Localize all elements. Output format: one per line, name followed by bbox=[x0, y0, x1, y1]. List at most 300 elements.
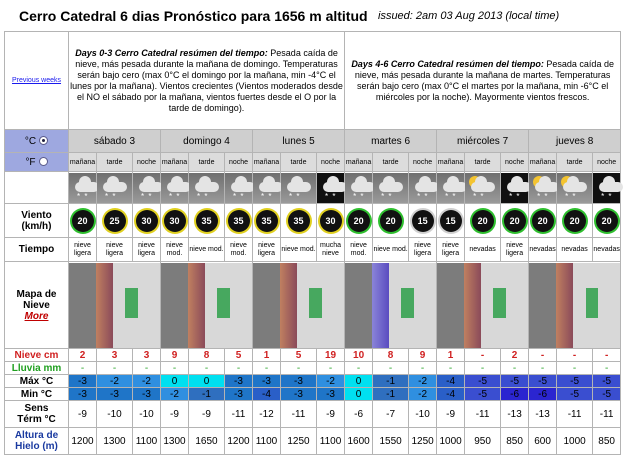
snow-cloud-icon bbox=[225, 173, 252, 203]
windchill-value: -13 bbox=[529, 401, 557, 428]
title-bar bbox=[0, 0, 620, 31]
min-temp: -5 bbox=[557, 388, 593, 401]
max-temp: -2 bbox=[317, 375, 345, 388]
windchill-label: Sens bbox=[24, 403, 49, 414]
summary-heading: Days 4-6 Cerro Catedral resúmen del tiempo: bbox=[351, 58, 544, 69]
wind-speed-icon: 35 bbox=[228, 210, 250, 232]
snowflake-icon: * * bbox=[381, 191, 393, 201]
snowflake-icon: * * bbox=[77, 191, 89, 201]
cloud-icon bbox=[563, 182, 587, 192]
wind-speed-icon: 20 bbox=[348, 210, 370, 232]
wind-speed-icon: 30 bbox=[136, 210, 158, 232]
max-temp: -5 bbox=[557, 375, 593, 388]
windchill-value: -12 bbox=[253, 401, 281, 428]
period-label: mañana bbox=[345, 153, 373, 172]
min-temp: -5 bbox=[593, 388, 621, 401]
snow-map-cell[interactable] bbox=[69, 262, 161, 349]
fahrenheit-toggle[interactable] bbox=[5, 153, 69, 172]
windchill-value: -13 bbox=[501, 401, 529, 428]
weather-text: nieve ligera bbox=[133, 238, 161, 262]
rain-row-label: Lluvia mm bbox=[5, 362, 69, 375]
max-temp: -3 bbox=[281, 375, 317, 388]
freezing-level-value: 1100 bbox=[253, 428, 281, 455]
windchill-value: -11 bbox=[557, 401, 593, 428]
freezing-level-value: 1200 bbox=[69, 428, 97, 455]
rain-amount: - bbox=[161, 362, 189, 375]
wind-cell bbox=[501, 204, 529, 238]
radio-selected-icon bbox=[39, 136, 48, 145]
snow-map-cell[interactable] bbox=[253, 262, 345, 349]
wind-speed-icon: 20 bbox=[72, 210, 94, 232]
windchill-value: -9 bbox=[317, 401, 345, 428]
wind-cell bbox=[317, 204, 345, 238]
snow-map-image bbox=[69, 263, 160, 348]
snow-amount: 2 bbox=[69, 349, 97, 362]
weather-icon-cell bbox=[317, 172, 345, 204]
snow-map-cell[interactable] bbox=[437, 262, 529, 349]
wind-row-label bbox=[5, 204, 69, 238]
max-temp: -5 bbox=[593, 375, 621, 388]
celsius-toggle[interactable] bbox=[5, 130, 69, 153]
period-label: mañana bbox=[161, 153, 189, 172]
max-temp: -2 bbox=[97, 375, 133, 388]
weather-icon-cell bbox=[593, 172, 621, 204]
snow-map-image bbox=[345, 263, 436, 348]
freezing-level-value: 1250 bbox=[281, 428, 317, 455]
sun-cloud-icon bbox=[557, 173, 592, 203]
day-header: sábado 3 bbox=[69, 130, 161, 153]
max-temp: 0 bbox=[189, 375, 225, 388]
min-temp: -4 bbox=[437, 388, 465, 401]
more-maps-link[interactable]: More bbox=[24, 310, 49, 322]
weather-row-label: Tiempo bbox=[5, 238, 69, 262]
forecast-table bbox=[4, 31, 621, 455]
period-label: tarde bbox=[373, 153, 409, 172]
max-temp-row-label: Máx °C bbox=[5, 375, 69, 388]
freezing-level-value: 600 bbox=[529, 428, 557, 455]
snow-amount: - bbox=[529, 349, 557, 362]
map-green-area bbox=[217, 288, 230, 318]
wind-cell bbox=[345, 204, 373, 238]
snowflake-icon: * * bbox=[197, 191, 209, 201]
snow-map-image bbox=[253, 263, 344, 348]
rain-amount: - bbox=[97, 362, 133, 375]
period-label: mañana bbox=[437, 153, 465, 172]
map-snow-band bbox=[188, 263, 204, 348]
wind-cell bbox=[281, 204, 317, 238]
max-temp: -3 bbox=[225, 375, 253, 388]
max-temp: -5 bbox=[529, 375, 557, 388]
rain-amount: - bbox=[501, 362, 529, 375]
snow-map-label-2: Nieve bbox=[23, 299, 50, 311]
cloud-icon bbox=[415, 182, 439, 192]
weather-text: nieve ligera bbox=[69, 238, 97, 262]
rain-amount: - bbox=[529, 362, 557, 375]
wind-cell bbox=[465, 204, 501, 238]
max-temp: -2 bbox=[133, 375, 161, 388]
weather-icon-cell bbox=[465, 172, 501, 204]
min-temp: -5 bbox=[465, 388, 501, 401]
snow-amount: 5 bbox=[281, 349, 317, 362]
weather-text: nieve mod. bbox=[345, 238, 373, 262]
period-label: tarde bbox=[281, 153, 317, 172]
snow-amount: 2 bbox=[501, 349, 529, 362]
issued-timestamp: issued: 2am 03 Aug 2013 (local time) bbox=[378, 10, 560, 22]
period-label: tarde bbox=[97, 153, 133, 172]
snow-amount: 3 bbox=[97, 349, 133, 362]
snowflake-icon: * * bbox=[141, 191, 153, 201]
period-label: mañana bbox=[253, 153, 281, 172]
snow-cloud-icon bbox=[373, 173, 408, 203]
min-temp: -3 bbox=[281, 388, 317, 401]
min-temp: -3 bbox=[225, 388, 253, 401]
snow-map-cell[interactable] bbox=[345, 262, 437, 349]
snow-cloud-icon bbox=[189, 173, 224, 203]
rain-amount: - bbox=[133, 362, 161, 375]
cloud-icon bbox=[351, 182, 375, 192]
snow-map-image bbox=[161, 263, 252, 348]
cloud-icon bbox=[139, 182, 163, 192]
freezing-level-value: 850 bbox=[501, 428, 529, 455]
weather-text: nieve mod. bbox=[225, 238, 253, 262]
period-label: noche bbox=[133, 153, 161, 172]
freezing-level-value: 1200 bbox=[225, 428, 253, 455]
snow-row-label: Nieve cm bbox=[5, 349, 69, 362]
wind-speed-icon: 30 bbox=[164, 210, 186, 232]
min-temp-row-label: Min °C bbox=[5, 388, 69, 401]
min-temp: -2 bbox=[161, 388, 189, 401]
wind-speed-icon: 35 bbox=[288, 210, 310, 232]
max-temp: -3 bbox=[253, 375, 281, 388]
wind-speed-icon: 35 bbox=[256, 210, 278, 232]
snow-cloud-icon bbox=[253, 173, 280, 203]
min-temp: -3 bbox=[133, 388, 161, 401]
freezing-level-value: 950 bbox=[465, 428, 501, 455]
snow-night-icon bbox=[317, 173, 344, 203]
snowflake-icon: * * bbox=[417, 191, 429, 201]
rain-amount: - bbox=[409, 362, 437, 375]
snowflake-icon: * * bbox=[325, 191, 337, 201]
freezing-level-label: Altura de bbox=[14, 430, 59, 441]
windchill-value: -11 bbox=[465, 401, 501, 428]
max-temp: -1 bbox=[373, 375, 409, 388]
wind-cell bbox=[189, 204, 225, 238]
wind-speed-icon: 20 bbox=[472, 210, 494, 232]
wind-cell bbox=[253, 204, 281, 238]
snowflake-icon: * * bbox=[445, 191, 457, 201]
min-temp: -4 bbox=[253, 388, 281, 401]
windchill-value: -9 bbox=[69, 401, 97, 428]
weather-icon-cell bbox=[373, 172, 409, 204]
freezing-level-value: 850 bbox=[593, 428, 621, 455]
map-snow-band bbox=[556, 263, 572, 348]
snowflake-icon: * * bbox=[473, 191, 485, 201]
min-temp: -3 bbox=[69, 388, 97, 401]
weather-text: nieve ligera bbox=[253, 238, 281, 262]
snow-amount: 5 bbox=[225, 349, 253, 362]
weather-icon-cell bbox=[557, 172, 593, 204]
map-snow-band bbox=[464, 263, 480, 348]
map-green-area bbox=[125, 288, 138, 318]
snow-amount: - bbox=[557, 349, 593, 362]
previous-weeks-link[interactable]: Previous weeks bbox=[5, 32, 69, 130]
day-header: domingo 4 bbox=[161, 130, 253, 153]
cloud-icon bbox=[287, 182, 311, 192]
snow-amount: 3 bbox=[133, 349, 161, 362]
weather-text: nieve mod. bbox=[373, 238, 409, 262]
wind-speed-icon: 20 bbox=[504, 210, 526, 232]
map-green-area bbox=[309, 288, 322, 318]
weather-text: nieve ligera bbox=[501, 238, 529, 262]
night-clear-icon bbox=[593, 173, 620, 203]
freezing-level-value: 1100 bbox=[317, 428, 345, 455]
windchill-value: -11 bbox=[225, 401, 253, 428]
period-label: mañana bbox=[69, 153, 97, 172]
radio-unselected-icon bbox=[39, 157, 48, 166]
windchill-value: -6 bbox=[345, 401, 373, 428]
snow-cloud-icon bbox=[281, 173, 316, 203]
weather-icon-cell bbox=[133, 172, 161, 204]
rain-amount: - bbox=[69, 362, 97, 375]
weather-icon-cell bbox=[501, 172, 529, 204]
icons-row-label bbox=[5, 172, 69, 204]
max-temp: -5 bbox=[465, 375, 501, 388]
freezing-level-value: 1600 bbox=[345, 428, 373, 455]
period-label: tarde bbox=[465, 153, 501, 172]
wind-unit-label: (km/h) bbox=[21, 220, 52, 232]
min-temp: -3 bbox=[317, 388, 345, 401]
period-label: noche bbox=[317, 153, 345, 172]
snowflake-icon: * * bbox=[289, 191, 301, 201]
freezing-level-value: 1100 bbox=[133, 428, 161, 455]
weather-text: nevadas bbox=[557, 238, 593, 262]
windchill-value: -11 bbox=[593, 401, 621, 428]
weather-icon-cell bbox=[69, 172, 97, 204]
cloud-icon bbox=[379, 182, 403, 192]
cloud-icon bbox=[103, 182, 127, 192]
max-temp: 0 bbox=[161, 375, 189, 388]
rain-amount: - bbox=[345, 362, 373, 375]
weather-text: nevadas bbox=[529, 238, 557, 262]
period-label: noche bbox=[225, 153, 253, 172]
rain-amount: - bbox=[253, 362, 281, 375]
freezing-level-value: 1650 bbox=[189, 428, 225, 455]
cloud-icon bbox=[323, 182, 347, 192]
windchill-value: -10 bbox=[133, 401, 161, 428]
map-snow-band bbox=[372, 263, 388, 348]
snow-map-cell[interactable] bbox=[529, 262, 621, 349]
summary-heading: Days 0-3 Cerro Catedral resúmen del tiempo: bbox=[75, 47, 268, 58]
snow-cloud-icon bbox=[161, 173, 188, 203]
snow-amount: 1 bbox=[437, 349, 465, 362]
celsius-label: °C bbox=[24, 135, 37, 147]
wind-cell bbox=[373, 204, 409, 238]
weather-icon-cell bbox=[161, 172, 189, 204]
cloud-icon bbox=[231, 182, 255, 192]
wind-cell bbox=[529, 204, 557, 238]
min-temp: -1 bbox=[373, 388, 409, 401]
max-temp: -5 bbox=[501, 375, 529, 388]
summary-text: Pesada caída de nieve, más pesada durante la mañana de martes. Temperaturas serán bajo cero (max 0°C el martes por la mañana, min -6°C el miércoles por la noche). Mayormente vientos frescos. bbox=[354, 58, 614, 102]
wind-cell bbox=[593, 204, 621, 238]
cloud-icon bbox=[259, 182, 283, 192]
fahrenheit-label: °F bbox=[25, 156, 36, 168]
sun-cloud-icon bbox=[465, 173, 500, 203]
min-temp: -3 bbox=[97, 388, 133, 401]
snow-amount: 8 bbox=[373, 349, 409, 362]
wind-speed-icon: 15 bbox=[440, 210, 462, 232]
rain-amount: - bbox=[557, 362, 593, 375]
weather-icon-cell bbox=[189, 172, 225, 204]
wind-cell bbox=[161, 204, 189, 238]
wind-cell bbox=[133, 204, 161, 238]
wind-speed-icon: 20 bbox=[532, 210, 554, 232]
cloud-icon bbox=[195, 182, 219, 192]
min-temp: -1 bbox=[189, 388, 225, 401]
snowflake-icon: * * bbox=[261, 191, 273, 201]
rain-amount: - bbox=[437, 362, 465, 375]
cloud-icon bbox=[443, 182, 467, 192]
summary-text: Pesada caída de nieve, más pesada durante la mañana de domingo. Temperaturas serán bajo cero (max 0°C el domingo por la mañana, min -4°C el lunes por la mañana). Vientos crecientes (Vientos moderados desde el NO el sábado por la mañana, vientos fuertes desde el O por la tarde de domingo). bbox=[70, 47, 343, 113]
night-clear-icon bbox=[501, 173, 528, 203]
cloud-icon bbox=[507, 182, 531, 192]
rain-amount: - bbox=[225, 362, 253, 375]
weather-icon-cell bbox=[253, 172, 281, 204]
snowflake-icon: * * bbox=[169, 191, 181, 201]
day-header: lunes 5 bbox=[253, 130, 345, 153]
day-header: jueves 8 bbox=[529, 130, 621, 153]
windchill-value: -11 bbox=[281, 401, 317, 428]
wind-label: Viento bbox=[21, 209, 52, 221]
map-green-area bbox=[586, 288, 599, 318]
page-title: Cerro Catedral 6 dias Pronóstico para 1656 m altitud bbox=[19, 8, 368, 24]
map-green-area bbox=[493, 288, 506, 318]
snow-map-row-label bbox=[5, 262, 69, 349]
wind-speed-icon: 15 bbox=[412, 210, 434, 232]
freezing-level-value: 1550 bbox=[373, 428, 409, 455]
snow-amount: 9 bbox=[409, 349, 437, 362]
max-temp: -4 bbox=[437, 375, 465, 388]
weather-icon-cell bbox=[345, 172, 373, 204]
snow-cloud-icon bbox=[409, 173, 436, 203]
snow-cloud-icon bbox=[69, 173, 96, 203]
wind-cell bbox=[225, 204, 253, 238]
wind-speed-icon: 35 bbox=[196, 210, 218, 232]
snowflake-icon: * * bbox=[601, 191, 613, 201]
weather-text: nevadas bbox=[465, 238, 501, 262]
cloud-icon bbox=[471, 182, 495, 192]
snow-amount: 1 bbox=[253, 349, 281, 362]
wind-speed-icon: 20 bbox=[380, 210, 402, 232]
snow-map-label: Mapa de bbox=[16, 288, 57, 300]
freezing-level-value: 1250 bbox=[409, 428, 437, 455]
snowflake-icon: * * bbox=[565, 191, 577, 201]
wind-speed-icon: 30 bbox=[320, 210, 342, 232]
rain-amount: - bbox=[373, 362, 409, 375]
wind-speed-icon: 20 bbox=[596, 210, 618, 232]
wind-cell bbox=[437, 204, 465, 238]
snow-amount: - bbox=[465, 349, 501, 362]
snowflake-icon: * * bbox=[509, 191, 521, 201]
rain-amount: - bbox=[317, 362, 345, 375]
min-temp: -6 bbox=[501, 388, 529, 401]
weather-text: nevadas bbox=[593, 238, 621, 262]
windchill-value: -9 bbox=[161, 401, 189, 428]
snowflake-icon: * * bbox=[353, 191, 365, 201]
snow-amount: - bbox=[593, 349, 621, 362]
wind-cell bbox=[557, 204, 593, 238]
cloud-icon bbox=[75, 182, 99, 192]
snow-map-cell[interactable] bbox=[161, 262, 253, 349]
windchill-value: -9 bbox=[189, 401, 225, 428]
map-green-area bbox=[401, 288, 414, 318]
weather-icon-cell bbox=[409, 172, 437, 204]
weather-text: nieve ligera bbox=[97, 238, 133, 262]
max-temp: -2 bbox=[409, 375, 437, 388]
summary-days-4-6 bbox=[345, 32, 621, 130]
snowflake-icon: * * bbox=[105, 191, 117, 201]
sun-cloud-icon bbox=[529, 173, 556, 203]
max-temp: 0 bbox=[345, 375, 373, 388]
min-temp: 0 bbox=[345, 388, 373, 401]
day-header: martes 6 bbox=[345, 130, 437, 153]
freezing-level-value: 1300 bbox=[161, 428, 189, 455]
max-temp: -3 bbox=[69, 375, 97, 388]
period-label: noche bbox=[593, 153, 621, 172]
windchill-row-label bbox=[5, 401, 69, 428]
weather-text: mucha nieve bbox=[317, 238, 345, 262]
snow-map-image bbox=[529, 263, 620, 348]
windchill-value: -10 bbox=[97, 401, 133, 428]
freezing-level-value: 1000 bbox=[557, 428, 593, 455]
weather-text: nieve ligera bbox=[437, 238, 465, 262]
weather-text: nieve mod. bbox=[189, 238, 225, 262]
rain-amount: - bbox=[593, 362, 621, 375]
min-temp: -6 bbox=[529, 388, 557, 401]
rain-amount: - bbox=[465, 362, 501, 375]
weather-icon-cell bbox=[225, 172, 253, 204]
snow-cloud-icon bbox=[437, 173, 464, 203]
windchill-label-2: Térm °C bbox=[17, 414, 56, 425]
wind-cell bbox=[409, 204, 437, 238]
min-temp: -2 bbox=[409, 388, 437, 401]
snow-cloud-icon bbox=[97, 173, 132, 203]
weather-icon-cell bbox=[437, 172, 465, 204]
snow-cloud-icon bbox=[345, 173, 372, 203]
period-label: mañana bbox=[529, 153, 557, 172]
wind-cell bbox=[69, 204, 97, 238]
freezing-level-value: 1300 bbox=[97, 428, 133, 455]
rain-amount: - bbox=[189, 362, 225, 375]
snow-amount: 19 bbox=[317, 349, 345, 362]
windchill-value: -9 bbox=[437, 401, 465, 428]
summary-days-0-3 bbox=[69, 32, 345, 130]
rain-amount: - bbox=[281, 362, 317, 375]
weather-text: nieve mod. bbox=[281, 238, 317, 262]
windchill-value: -7 bbox=[373, 401, 409, 428]
period-label: noche bbox=[409, 153, 437, 172]
cloud-icon bbox=[599, 182, 623, 192]
period-label: tarde bbox=[189, 153, 225, 172]
freezing-level-value: 1000 bbox=[437, 428, 465, 455]
snowflake-icon: * * bbox=[233, 191, 245, 201]
wind-cell bbox=[97, 204, 133, 238]
wind-speed-icon: 25 bbox=[104, 210, 126, 232]
snow-amount: 9 bbox=[161, 349, 189, 362]
weather-icon-cell bbox=[281, 172, 317, 204]
weather-icon-cell bbox=[529, 172, 557, 204]
day-header: miércoles 7 bbox=[437, 130, 529, 153]
